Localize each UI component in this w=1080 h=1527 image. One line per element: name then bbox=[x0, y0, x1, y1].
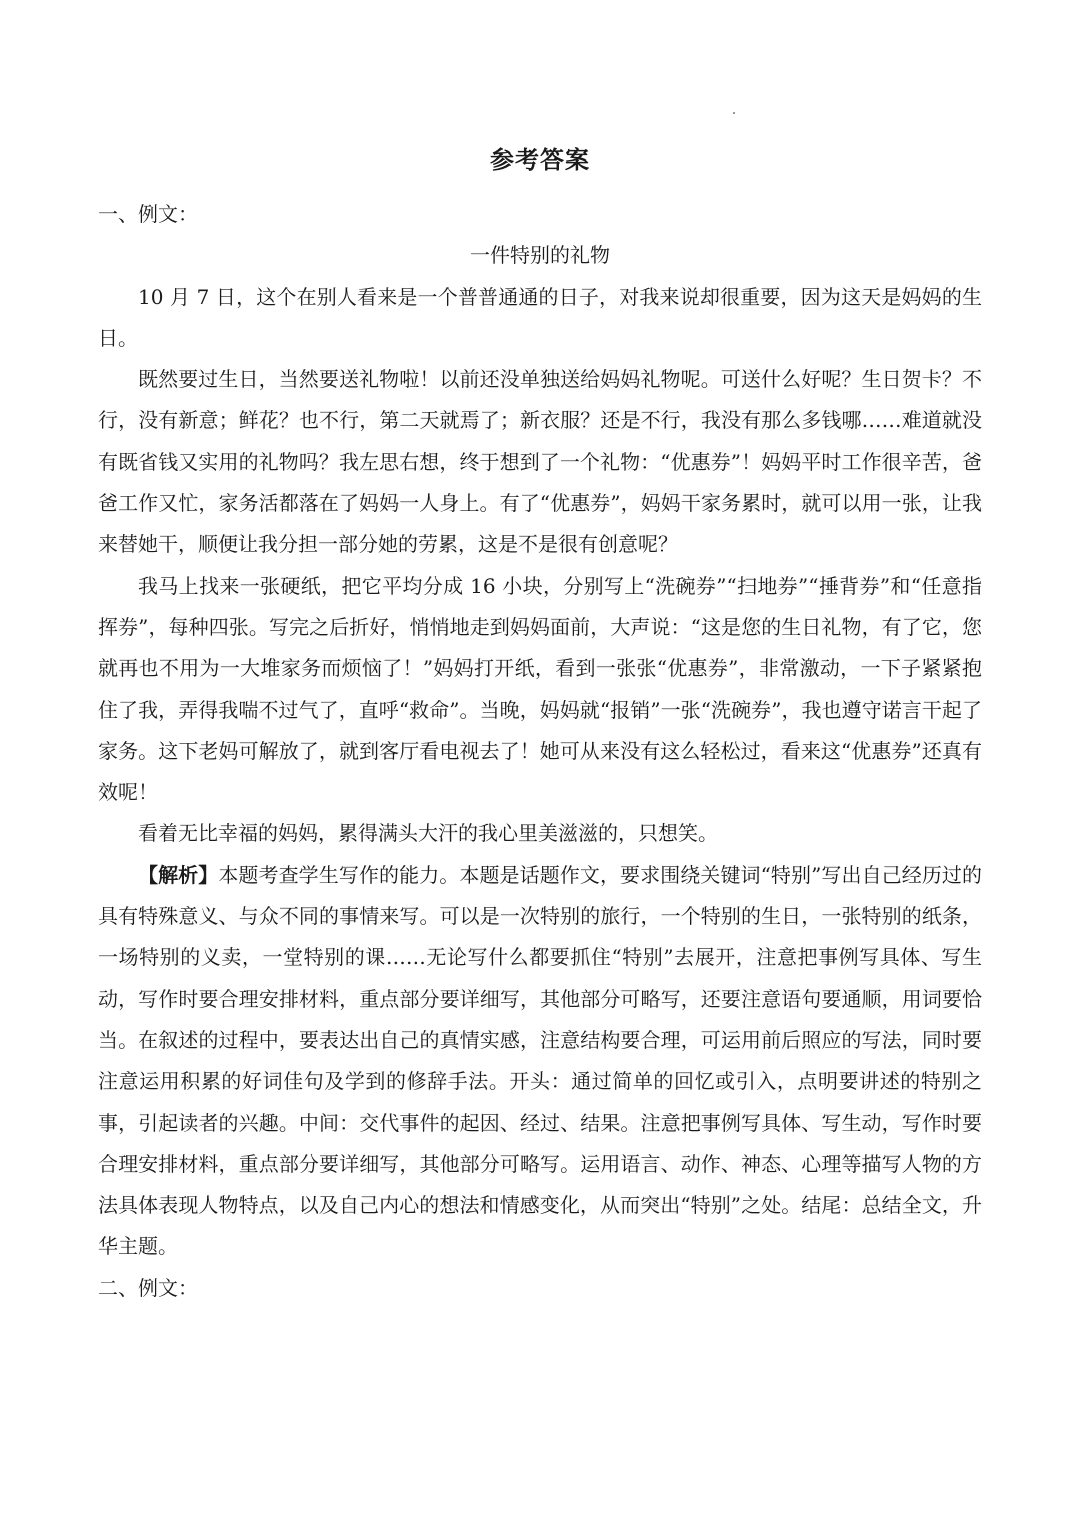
analysis-label: 【解析】 bbox=[138, 862, 219, 887]
section-2-heading: 二、例文： bbox=[98, 1275, 198, 1300]
essay-paragraph-4: 看着无比幸福的妈妈，累得满头大汗的我心里美滋滋的，只想笑。 bbox=[138, 821, 718, 846]
analysis-paragraph bbox=[98, 855, 982, 1268]
section-1-heading: 一、例文： bbox=[98, 202, 198, 226]
document-body bbox=[98, 194, 982, 1309]
page-title: 参考答案 bbox=[490, 146, 590, 174]
analysis-text: 本题考查学生写作的能力。本题是话题作文，要求围绕关键词“特别”写出自己经历过的具有特殊意义、与众不同的事情来写。可以是一次特别的旅行，一个特别的生日，一张特别的纸条，一场特别的义卖，一堂特别的课……无论写什么都要抓住“特别”去展开，注意把事例写具体、写生动，写作时要合理安排材料，重点部分要详细写，其他部分可略写，还要注意语句要通顺，用词要恰当。在叙述的过程中，要表达出自己的真情实感，注意结构要合理，可运用前后照应的写法，同时要注意运用积累的好词佳句及学到的修辞手法。开头：通过简单的回忆或引入，点明要讲述的特别之事，引起读者的兴趣。中间：交代事件的起因、经过、结果。注意把事例写具体、写生动，写作时要合理安排材料，重点部分要详细写，其他部分可略写。运用语言、动作、神态、心理等描写人物的方法具体表现人物特点，以及自己内心的想法和情感变化，从而突出“特别”之处。结尾：总结全文，升华主题。 bbox=[98, 862, 983, 1259]
scan-dot-mark bbox=[733, 112, 735, 114]
essay-title: 一件特别的礼物 bbox=[470, 243, 610, 268]
essay-paragraph-1: 10 月 7 日，这个在别人看来是一个普普通通的日子，对我来说却很重要，因为这天是妈妈的生日。 bbox=[98, 284, 982, 350]
essay-paragraph-3: 我马上找来一张硬纸，把它平均分成 16 小块，分别写上“洗碗券”“扫地券”“捶背券”和“任意指挥券”，每种四张。写完之后折好，悄悄地走到妈妈面前，大声说：“这是您的生日礼物，有了它，您就再也不用为一大堆家务而烦恼了！”妈妈打开纸，看到一张张“优惠券”，非常激动，一下子紧紧抱住了我，弄得我喘不过气了，直呼“救命”。当晚，妈妈就“报销”一张“洗碗券”，我也遵守诺言干起了家务。这下老妈可解放了，就到客厅看电视去了！她可从来没有这么轻松过，看来这“优惠券”还真有效呢！ bbox=[98, 573, 982, 805]
essay-paragraph-2: 既然要过生日，当然要送礼物啦！以前还没单独送给妈妈礼物呢。可送什么好呢？生日贺卡？不行，没有新意；鲜花？也不行，第二天就焉了；新衣服？还是不行，我没有那么多钱哪……难道就没有既省钱又实用的礼物吗？我左思右想，终于想到了一个礼物：“优惠券”！妈妈平时工作很辛苦，爸爸工作又忙，家务活都落在了妈妈一人身上。有了“优惠券”，妈妈干家务累时，就可以用一张，让我来替她干，顺便让我分担一部分她的劳累，这是不是很有创意呢？ bbox=[98, 367, 982, 557]
